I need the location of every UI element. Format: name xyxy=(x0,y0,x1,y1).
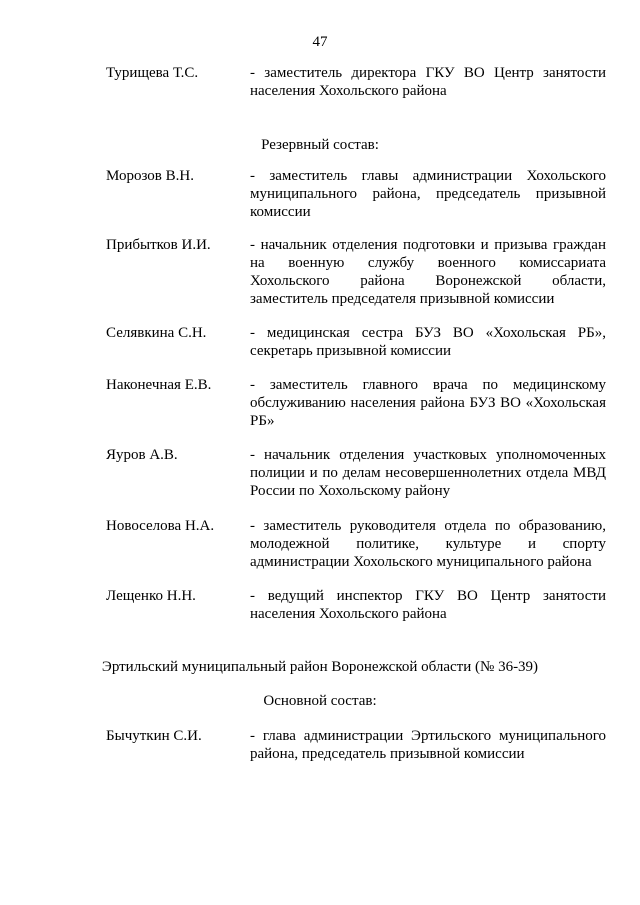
member-name: Турищева Т.С. xyxy=(106,65,199,81)
member-name: Наконечная Е.В. xyxy=(106,377,212,393)
member-role: - медицинская сестра БУЗ ВО «Хохольская РБ», секретарь призывной комиссии xyxy=(250,325,606,359)
member-name: Бычуткин С.И. xyxy=(106,728,202,744)
reserve-heading: Резервный состав: xyxy=(261,137,379,153)
member-role: - начальник отделения подготовки и призыва граждан на военную службу военного комиссариата Хохольского района Воронежской области, заместитель председателя призывной комиссии xyxy=(250,237,606,307)
main-heading: Основной состав: xyxy=(263,693,377,709)
member-role: - заместитель главного врача по медицинскому обслуживанию населения района БУЗ ВО «Хохольская РБ» xyxy=(250,377,606,429)
page-number: 47 xyxy=(312,34,328,50)
member-role: - ведущий инспектор ГКУ ВО Центр занятости населения Хохольского района xyxy=(250,588,606,622)
member-role: - глава администрации Эртильского муниципального района, председатель призывной комиссии xyxy=(250,728,606,762)
member-name: Селявкина С.Н. xyxy=(106,325,207,341)
member-role: - заместитель главы администрации Хохольского муниципального района, председатель призывной комиссии xyxy=(250,168,606,220)
member-role: - заместитель директора ГКУ ВО Центр занятости населения Хохольского района xyxy=(250,65,606,99)
member-name: Яуров А.В. xyxy=(106,447,178,463)
member-name: Прибытков И.И. xyxy=(106,237,211,253)
member-name: Морозов В.Н. xyxy=(106,168,194,184)
member-role: - заместитель руководителя отдела по образованию, молодежной политике, культуре и спорту администрации Хохольского муниципального района xyxy=(250,518,606,570)
member-name: Новоселова Н.А. xyxy=(106,518,215,534)
member-role: - начальник отделения участковых уполномоченных полиции и по делам несовершеннолетних отдела МВД России по Хохольскому району xyxy=(250,447,606,499)
district-heading: Эртильский муниципальный район Воронежской области (№ 36-39) xyxy=(101,659,539,675)
member-name: Лещенко Н.Н. xyxy=(106,588,196,604)
